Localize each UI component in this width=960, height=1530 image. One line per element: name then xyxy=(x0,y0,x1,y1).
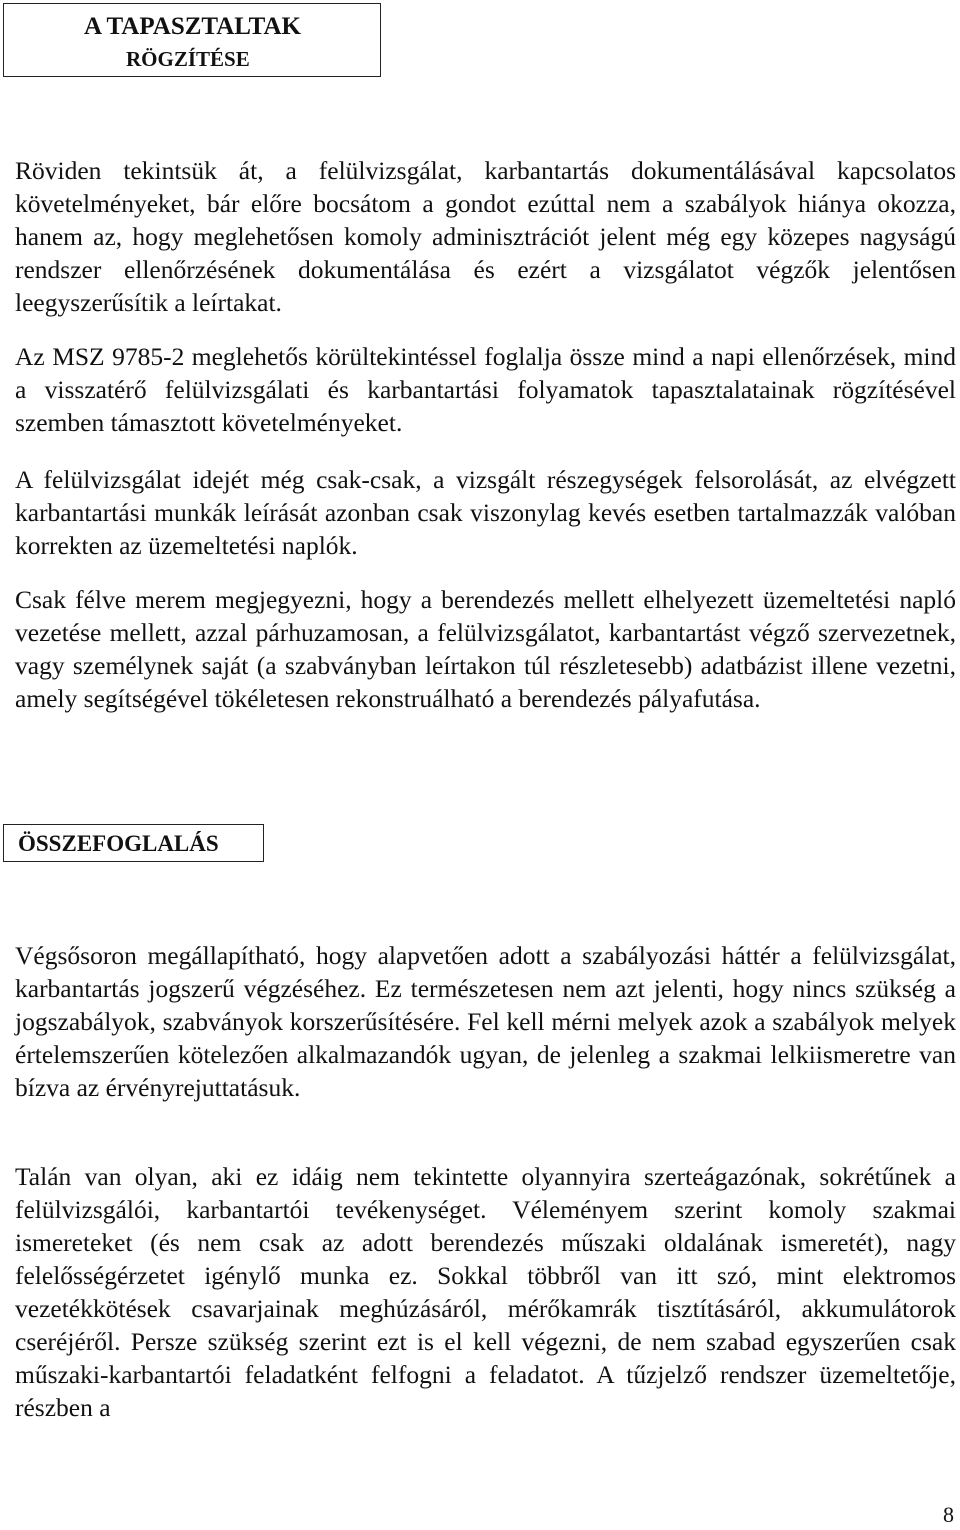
section-heading-line1: A TAPASZTALTAK xyxy=(84,13,301,40)
section-heading-line2: RÖGZÍTÉSE xyxy=(126,47,250,71)
paragraph: Csak félve merem megjegyezni, hogy a berendezés mellett elhelyezett üzemeltetési napló vezetése mellett, azzal párhuzamosan, a felülvizsgálatot, karbantartást végző szervezetnek, vagy személynek saját (a szabványban leírtakon túl részletesebb) adatbázist illene vezetni, amely segítségével tökéletesen rekonstruálható a berendezés pályafutása. xyxy=(15,585,956,713)
paragraph: Az MSZ 9785-2 meglehetős körültekintéssel foglalja össze mind a napi ellenőrzések, mind a visszatérő felülvizsgálati és karbantartási folyamatok tapasztalatainak rögzítésével szemben támasztott követelményeket. xyxy=(15,342,956,437)
paragraph: A felülvizsgálat idejét még csak-csak, a vizsgált részegységek felsorolását, az elvégzett karbantartási munkák leírását azonban csak viszonylag kevés esetben tartalmazzák valóban korrekten az üzemeltetési naplók. xyxy=(15,465,956,560)
page-number: 8 xyxy=(943,1502,954,1527)
paragraph: Röviden tekintsük át, a felülvizsgálat, karbantartás dokumentálásával kapcsolatos követelményeket, bár előre bocsátom a gondot ezúttal nem a szabályok hiánya okozza, hanem az, hogy meglehetősen komoly adminisztrációt jelent még egy közepes nagyságú rendszer ellenőrzésének dokumentálása és ezért a vizsgálatot végzők jelentősen leegyszerűsítik a leírtakat. xyxy=(15,156,956,317)
paragraph: Végsősoron megállapítható, hogy alapvetően adott a szabályozási háttér a felülvizsgálat, karbantartás jogszerű végzéséhez. Ez természetesen nem azt jelenti, hogy nincs szükség a jogszabályok, szabványok korszerűsítésére. Fel kell mérni melyek azok a szabályok melyek értelemszerűen kötelezően alkalmazandók ugyan, de jelenleg a szakmai lelkiismeretre van bízva az érvényrejuttatásuk. xyxy=(15,941,956,1102)
summary-heading: ÖSSZEFOGLALÁS xyxy=(3,824,264,862)
section-heading-box xyxy=(3,3,381,77)
paragraph: Talán van olyan, aki ez idáig nem tekintette olyannyira szerteágazónak, sokrétűnek a felülvizsgálói, karbantartói tevékenységet. Véleményem szerint komoly szakmai ismereteket (és nem csak az adott berendezés műszaki oldalának ismeretét), nagy felelősségérzetet igénylő munka ez. Sokkal többről van itt szó, mint elektromos vezetékkötések csavarjainak meghúzásáról, mérőkamrák tisztításáról, akkumulátorok cseréjéről. Persze szükség szerint ezt is el kell végezni, de nem szabad egyszerűen csak műszaki-karbantartói feladatként felfogni a feladatot. A tűzjelző rendszer üzemeltetője, részben a xyxy=(15,1162,956,1422)
